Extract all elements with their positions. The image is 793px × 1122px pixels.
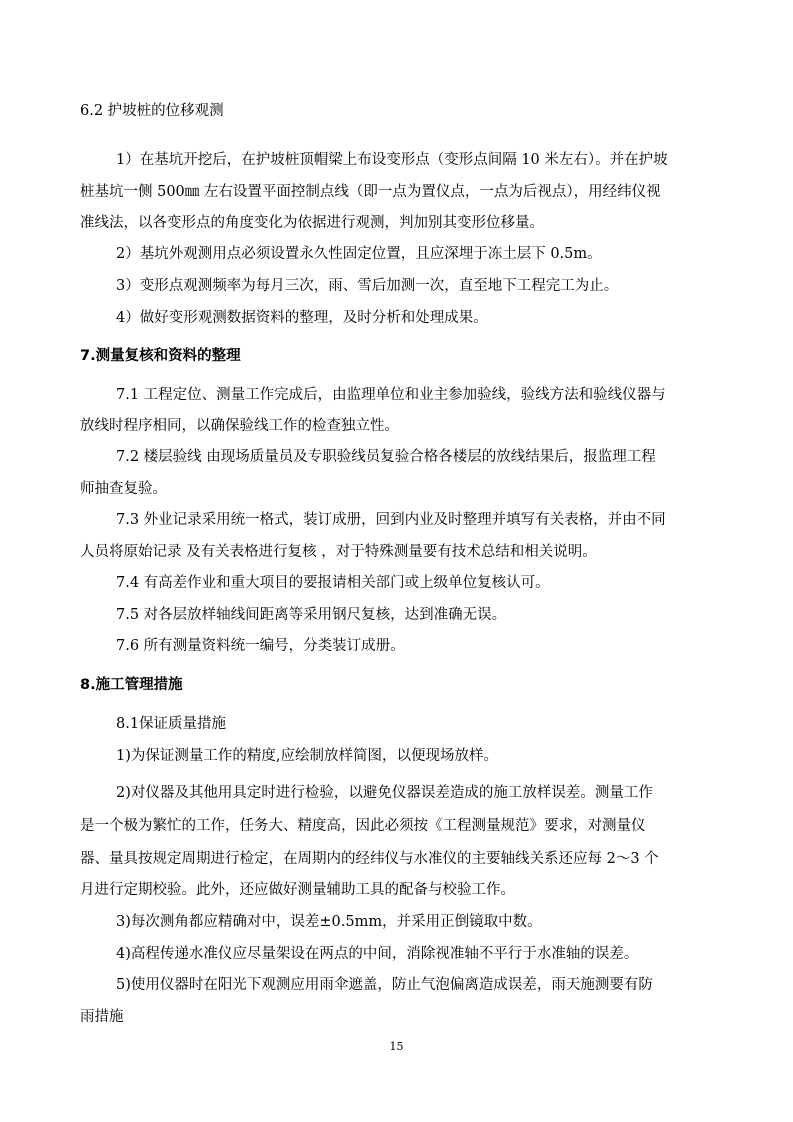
paragraph-line: 3)每次测角都应精确对中，误差±0.5mm，并采用正倒镜取中数。	[116, 914, 542, 930]
paragraph-line: 5)使用仪器时在阳光下观测应用雨伞遮盖，防止气泡偏离造成误差，雨天施测要有防	[116, 977, 653, 993]
paragraph-line: 雨措施	[80, 1009, 124, 1025]
section-heading-8: 8.施工管理措施	[80, 677, 183, 693]
paragraph-line: 师抽查复验。	[80, 481, 167, 497]
paragraph-line: 4)高程传递水准仪应尽量架设在两点的中间，消除视准轴不平行于水准轴的误差。	[116, 946, 639, 962]
paragraph-line: 4）做好变形观测数据资料的整理，及时分析和处理成果。	[116, 310, 488, 326]
paragraph-line: 准线法，以各变形点的角度变化为依据进行观测，判加别其变形位移量。	[80, 215, 544, 231]
section-heading-6-2: 6.2 护坡桩的位移观测	[80, 103, 224, 119]
page-number: 15	[389, 1040, 404, 1053]
paragraph-line: 2）基坑外观测用点必须设置永久性固定位置，且应深埋于冻土层下 0.5m。	[116, 246, 602, 262]
paragraph-line: 7.4 有高差作业和重大项目的要报请相关部门或上级单位复核认可。	[116, 575, 550, 591]
paragraph-line: 7.5 对各层放样轴线间距离等采用钢尺复核，达到准确无误。	[116, 607, 507, 623]
section-heading-7: 7.测量复核和资料的整理	[80, 348, 241, 364]
paragraph-line: 1）在基坑开挖后，在护坡桩顶帽梁上布设变形点（变形点间隔 10 米左右）。并在护坡	[116, 152, 668, 168]
paragraph-line: 7.3 外业记录采用统一格式，装订成册，回到内业及时整理并填写有关表格，并由不同	[116, 512, 666, 528]
paragraph-line: 是一个极为繁忙的工作，任务大、精度高，因此必须按《工程测量规范》要求，对测量仪	[80, 818, 646, 834]
paragraph-line: 人员将原始记录 及有关表格进行复核 ，对于特殊测量要有技术总结和相关说明。	[80, 544, 597, 560]
subsection-heading-8-1: 8.1保证质量措施	[116, 716, 227, 732]
paragraph-line: 器、量具按规定周期进行检定，在周期内的经纬仪与水准仪的主要轴线关系还应每 2～3 个	[80, 851, 659, 867]
paragraph-line: 3）变形点观测频率为每月三次，雨、雪后加测一次，直至地下工程完工为止。	[116, 278, 619, 294]
paragraph-line: 7.6 所有测量资料统一编号，分类装订成册。	[116, 638, 405, 654]
paragraph-line: 7.1 工程定位、测量工作完成后，由监理单位和业主参加验线，验线方法和验线仪器与	[116, 387, 666, 403]
paragraph-line: 1)为保证测量工作的精度,应绘制放样简图，以便现场放样。	[116, 748, 498, 764]
paragraph-line: 2)对仪器及其他用具定时进行检验，以避免仪器误差造成的施工放样误差。测量工作	[116, 785, 653, 801]
paragraph-line: 月进行定期校验。此外，还应做好测量辅助工具的配备与校验工作。	[80, 882, 515, 898]
paragraph-line: 7.2 楼层验线 由现场质量员及专职验线员复验合格各楼层的放线结果后，报监理工程	[116, 449, 656, 465]
paragraph-line: 桩基坑一侧 500㎜ 左右设置平面控制点线（即一点为置仪点，一点为后视点），用经纬仪视	[80, 184, 661, 200]
paragraph-line: 放线时程序相同，以确保验线工作的检查独立性。	[80, 418, 399, 434]
